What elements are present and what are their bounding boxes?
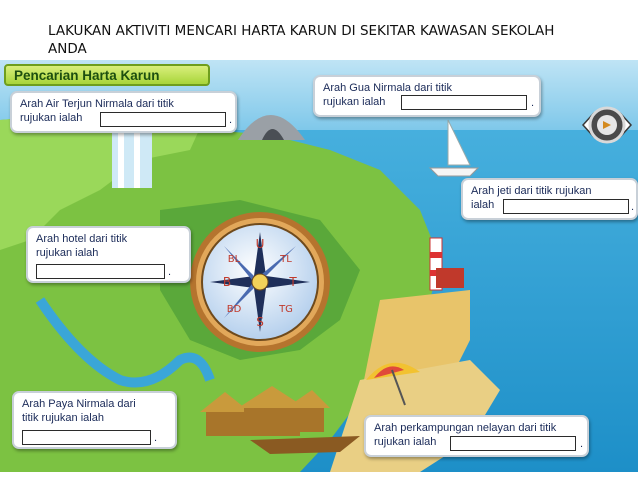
answer-input-jeti[interactable] — [503, 199, 629, 214]
question-text-hotel: Arah hotel dari titik — [36, 233, 128, 245]
compass-label-west: B — [222, 275, 232, 289]
question-text-paya-2: titik rujukan ialah — [22, 412, 104, 424]
activity-title: Pencarian Harta Karun — [14, 68, 160, 83]
question-card-gua — [313, 75, 541, 117]
waterfall — [112, 128, 152, 188]
compass-label-northwest: BL — [227, 254, 241, 265]
activity-banner — [4, 64, 210, 86]
answer-suffix-gua: . — [531, 97, 535, 109]
question-text-hotel-2: rujukan ialah — [36, 247, 99, 259]
answer-input-paya[interactable] — [22, 430, 151, 445]
answer-suffix-air-terjun: . — [229, 114, 233, 126]
answer-suffix-jeti: . — [631, 201, 635, 213]
question-text-air-terjun: Arah Air Terjun Nirmala dari titik — [20, 98, 174, 110]
question-card-paya — [12, 391, 177, 449]
compass — [190, 212, 330, 352]
answer-input-hotel[interactable] — [36, 264, 165, 279]
compass-label-northeast: TL — [280, 254, 292, 265]
question-text-jeti-2: ialah — [471, 199, 495, 211]
slide-title-line-2: ANDA — [48, 41, 87, 57]
question-text-perkampungan: Arah perkampungan nelayan dari titik — [374, 422, 557, 434]
answer-input-gua[interactable] — [401, 95, 527, 110]
question-card-perkampungan — [364, 415, 589, 457]
question-card-hotel — [26, 226, 191, 283]
slide-title — [48, 22, 568, 58]
answer-suffix-paya: . — [154, 432, 158, 444]
compass-label-east: T — [289, 275, 297, 289]
question-text-gua: Arah Gua Nirmala dari titik — [323, 82, 452, 94]
answer-suffix-perkampungan: . — [580, 438, 584, 450]
question-text-paya: Arah Paya Nirmala dari — [22, 398, 136, 410]
compass-label-southeast: TG — [279, 304, 293, 315]
answer-suffix-hotel: . — [168, 266, 172, 278]
question-card-jeti — [461, 178, 638, 220]
next-button[interactable] — [579, 102, 635, 148]
slide-title-line-1: LAKUKAN AKTIVITI MENCARI HARTA KARUN DI SEKITAR KAWASAN SEKOLAH — [48, 23, 555, 39]
compass-label-southwest: BD — [226, 304, 242, 315]
question-text-air-terjun-2: rujukan ialah — [20, 112, 83, 124]
question-text-gua-2: rujukan ialah — [323, 96, 386, 108]
answer-input-perkampungan[interactable] — [450, 436, 576, 451]
question-card-air-terjun — [10, 91, 237, 133]
compass-label-north: U — [255, 237, 265, 251]
question-text-jeti: Arah jeti dari titik rujukan — [471, 185, 592, 197]
question-text-perkampungan-2: rujukan ialah — [374, 436, 437, 448]
next-arrow-icon — [579, 102, 635, 148]
answer-input-air-terjun[interactable] — [100, 112, 226, 127]
compass-label-south: S — [256, 315, 264, 329]
